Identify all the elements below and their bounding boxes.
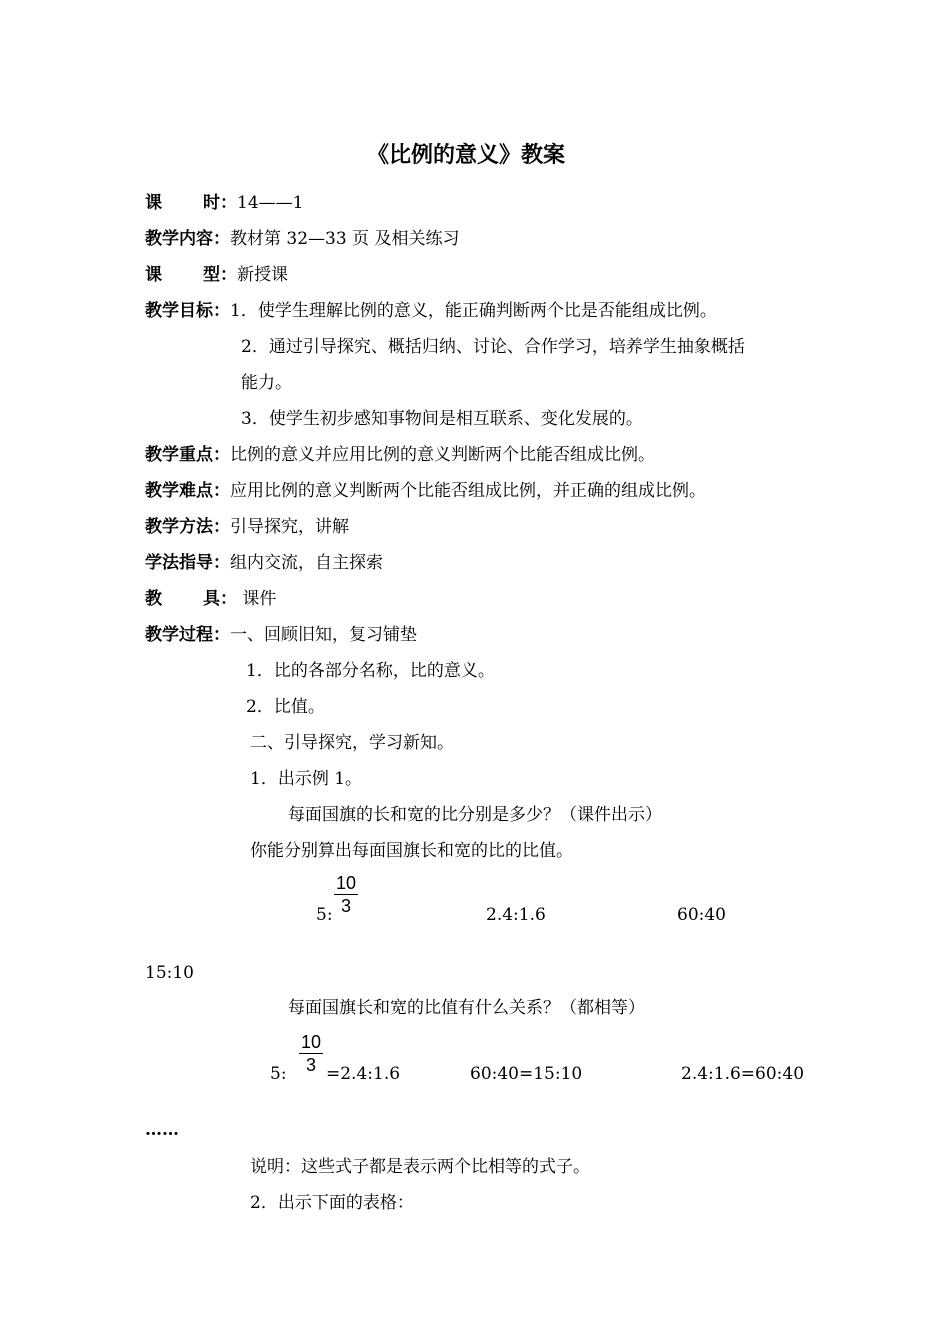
field-value: 组内交流，自主探索 xyxy=(230,553,383,573)
process-note: 说明：这些式子都是表示两个比相等的式子。 xyxy=(250,1157,590,1177)
fraction-numerator: 10 xyxy=(335,873,357,893)
equation-c: 2.4:1.6=60:40 xyxy=(681,1064,805,1084)
fraction-numerator: 10 xyxy=(300,1032,322,1052)
field-process xyxy=(145,625,417,645)
field-value: 一、回顾旧知，复习铺垫 xyxy=(230,625,417,645)
field-label: 课 xyxy=(145,265,162,285)
goal-3: 3．使学生初步感知事物间是相互联系、变化发展的。 xyxy=(241,409,643,429)
field-teaching-aids xyxy=(145,589,276,609)
field-class-type xyxy=(145,265,288,285)
fraction-10-3 xyxy=(299,1032,323,1075)
field-value: 应用比例的意义判断两个比能否组成比例，并正确的组成比例。 xyxy=(230,481,706,501)
field-value: 14——1 xyxy=(237,193,304,213)
field-label: 具： xyxy=(203,589,237,609)
field-value: 教材第 32—33 页 及相关练习 xyxy=(230,229,460,249)
field-key-points xyxy=(145,445,655,465)
field-class-hours xyxy=(145,193,303,213)
field-label: 型： xyxy=(203,265,237,285)
field-label: 学法指导： xyxy=(145,553,230,573)
goal-2-line-1: 2．通过引导探究、概括归纳、讨论、合作学习，培养学生抽象概括 xyxy=(241,337,745,357)
field-content xyxy=(145,229,459,249)
ratio-a-prefix: 5: xyxy=(316,905,333,925)
goal-2-line-2: 能力。 xyxy=(241,373,292,393)
field-value: 引导探究，讲解 xyxy=(230,517,349,537)
equation-a-prefix: 5: xyxy=(270,1064,287,1084)
fraction-denominator: 3 xyxy=(305,1055,316,1075)
field-value: 比例的意义并应用比例的意义判断两个比能否组成比例。 xyxy=(230,445,655,465)
ellipsis: …… xyxy=(145,1120,179,1140)
field-value: 新授课 xyxy=(237,265,288,285)
field-label: 课 xyxy=(145,193,162,213)
process-question-2: 你能分别算出每面国旗长和宽的比的比值。 xyxy=(250,841,573,861)
field-value: 1．使学生理解比例的意义，能正确判断两个比是否能组成比例。 xyxy=(230,301,717,321)
process-item-2: 2．比值。 xyxy=(246,697,325,717)
field-label: 教学内容： xyxy=(145,229,230,249)
fraction-10-3 xyxy=(334,873,358,916)
fraction-bar xyxy=(299,1053,323,1054)
equation-a-suffix: =2.4:1.6 xyxy=(326,1064,401,1084)
ratio-b: 2.4:1.6 xyxy=(486,905,546,925)
process-item-1: 1．比的各部分名称，比的意义。 xyxy=(246,661,495,681)
page-title: 《比例的意义》教案 xyxy=(367,142,566,168)
process-question-1: 每面国旗的长和宽的比分别是多少？（课件出示） xyxy=(288,805,662,825)
fraction-denominator: 3 xyxy=(340,896,351,916)
ratio-c: 60:40 xyxy=(677,905,726,925)
field-method xyxy=(145,517,349,537)
field-difficulties xyxy=(145,481,706,501)
fraction-bar xyxy=(334,894,358,895)
field-study-guide xyxy=(145,553,383,573)
process-item-table: 2．出示下面的表格： xyxy=(250,1193,414,1213)
process-question-3: 每面国旗长和宽的比值有什么关系？（都相等） xyxy=(288,998,645,1018)
field-label: 教学目标： xyxy=(145,301,230,321)
process-example-1: 1．出示例 1。 xyxy=(250,769,363,789)
process-section-2: 二、引导探究，学习新知。 xyxy=(250,733,454,753)
ratio-d: 15:10 xyxy=(145,963,194,983)
equation-b: 60:40=15:10 xyxy=(470,1064,583,1084)
field-label: 教学方法： xyxy=(145,517,230,537)
field-label: 时： xyxy=(203,193,237,213)
field-label: 教学过程： xyxy=(145,625,230,645)
field-label: 教学难点： xyxy=(145,481,230,501)
field-value: 课件 xyxy=(237,589,277,609)
field-label: 教学重点： xyxy=(145,445,230,465)
field-goals xyxy=(145,301,717,321)
field-label: 教 xyxy=(145,589,162,609)
